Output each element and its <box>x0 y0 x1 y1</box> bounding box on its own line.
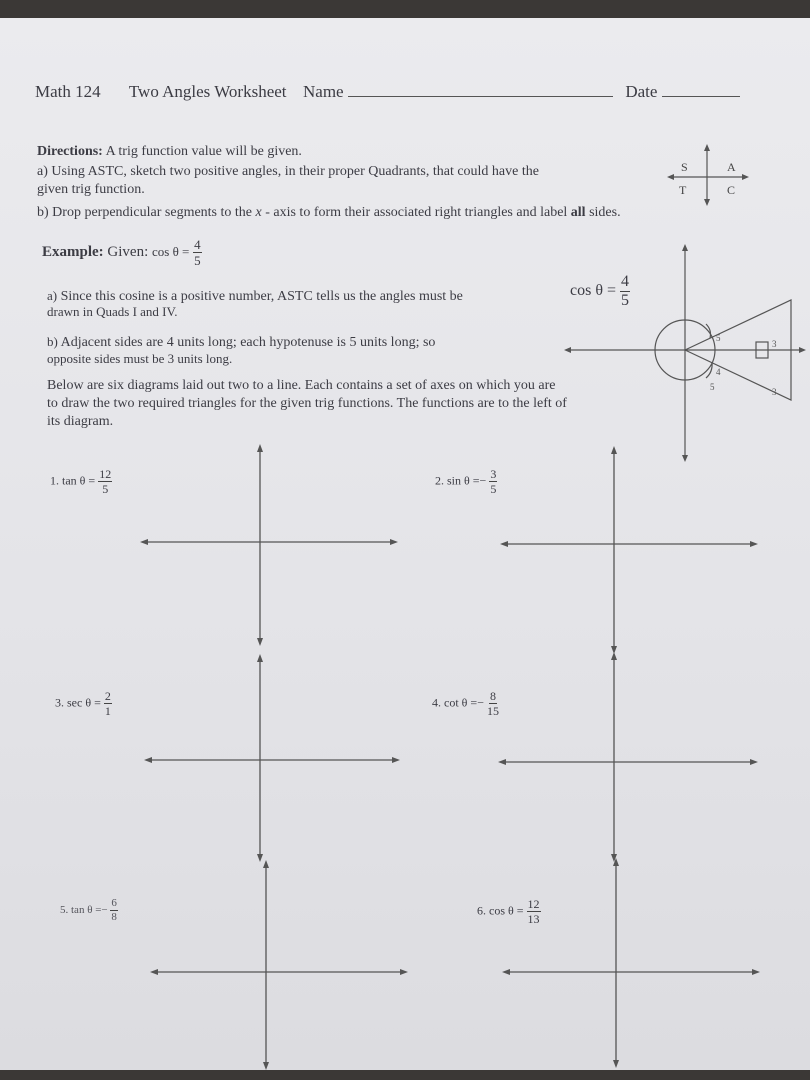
problem-5-fraction <box>110 898 118 923</box>
date-field[interactable] <box>662 82 740 97</box>
example-line <box>42 238 202 267</box>
astc-c: C <box>727 183 736 197</box>
step-b-bold: all <box>570 205 586 220</box>
example-b-text: Adjacent sides are 4 units long; each hypotenuse is 5 units long; so <box>60 335 436 350</box>
directions-step-a-line1 <box>37 164 539 180</box>
example-func: cos θ = <box>152 243 190 259</box>
example-tri-opp-bottom: 3 <box>772 387 777 397</box>
example-fraction <box>193 238 202 267</box>
name-label: Name <box>303 82 344 101</box>
example-num: 4 <box>194 237 201 252</box>
step-a-text: Using ASTC, sketch two positive angles, in their proper Quadrants, that could have the <box>51 164 539 179</box>
problem-3-axes[interactable] <box>142 652 402 864</box>
right-num: 4 <box>621 273 630 290</box>
problem-2-sign: − <box>479 473 487 488</box>
problem-1-fraction <box>98 468 112 495</box>
example-tri-hyp-top: 5 <box>716 333 721 343</box>
problem-5-sign: − <box>101 904 108 917</box>
problem-2-label <box>435 468 497 495</box>
astc-a: A <box>727 160 736 174</box>
step-b-post: sides. <box>589 205 621 220</box>
example-diagram <box>560 240 810 466</box>
problem-3-func: sec θ = <box>67 695 101 710</box>
problem-5-num: 6 <box>111 897 117 909</box>
problem-6-axes[interactable] <box>500 856 762 1070</box>
step-b-pre: Drop perpendicular segments to the <box>52 205 252 220</box>
worksheet-title: Two Angles Worksheet <box>128 82 287 101</box>
problem-5-axes[interactable] <box>148 858 410 1072</box>
problem-2-num: 3 <box>490 467 497 481</box>
problem-4-number: 4. <box>432 695 441 710</box>
problem-2-number: 2. <box>435 473 444 488</box>
problem-6-number: 6. <box>477 903 486 918</box>
example-a-line1 <box>47 288 463 305</box>
step-b-variable: x <box>255 205 262 220</box>
problem-3-num: 2 <box>104 689 111 703</box>
course-label: Math 124 <box>35 82 101 101</box>
problem-6-den: 13 <box>527 912 540 926</box>
astc-s: S <box>681 160 688 174</box>
example-tri-hyp-bottom: 5 <box>710 382 715 392</box>
example-a-prefix: a) <box>47 288 58 303</box>
problem-4-func: cot θ = <box>444 695 478 710</box>
example-den: 5 <box>194 253 201 268</box>
worksheet-page <box>0 18 810 1070</box>
problem-4-sign: − <box>477 695 484 710</box>
problem-3-den: 1 <box>104 704 111 718</box>
problem-4-num: 8 <box>489 689 496 703</box>
directions-label: Directions: <box>37 144 103 159</box>
below-line3: its diagram. <box>47 414 114 429</box>
problem-3-label <box>55 690 112 717</box>
problem-4-label <box>432 690 499 717</box>
problem-4-den: 15 <box>486 704 499 718</box>
problem-2-fraction <box>489 468 497 495</box>
example-tri-opp-top: 3 <box>772 339 777 349</box>
step-b-mid: - axis to form their associated right triangles and label <box>265 205 568 220</box>
below-line1: Below are six diagrams laid out two to a line. Each contains a set of axes on which you are <box>47 378 556 393</box>
problem-2-den: 5 <box>490 482 497 496</box>
problem-3-number: 3. <box>55 695 64 710</box>
example-b-prefix: b) <box>47 334 58 349</box>
problem-5-label <box>60 898 118 923</box>
name-field[interactable] <box>348 82 613 97</box>
date-label: Date <box>625 82 658 101</box>
example-b-line1 <box>47 334 435 351</box>
problem-2-func: sin θ = <box>447 473 480 488</box>
right-func: cos θ = <box>570 282 617 300</box>
example-tri-adj: 4 <box>716 367 721 377</box>
header <box>35 82 740 102</box>
astc-diagram <box>665 142 755 208</box>
problem-3-fraction <box>104 690 112 717</box>
problem-2-axes[interactable] <box>498 444 760 656</box>
example-label: Example: <box>42 243 104 260</box>
example-a-line2: drawn in Quads I and IV. <box>47 304 178 319</box>
problem-1-func: tan θ = <box>62 473 96 488</box>
directions-step-a-line2: given trig function. <box>37 182 145 197</box>
astc-t: T <box>679 183 687 197</box>
problem-5-func: tan θ = <box>71 904 102 917</box>
directions-intro-text: A trig function value will be given. <box>105 144 302 159</box>
problem-6-func: cos θ = <box>489 903 524 918</box>
right-den: 5 <box>621 292 630 309</box>
below-line2: to draw the two required triangles for the given trig functions. The functions are to the left of <box>47 396 567 411</box>
problem-1-num: 12 <box>99 467 112 481</box>
example-b-line2: opposite sides must be 3 units long. <box>47 351 233 366</box>
problem-1-label <box>50 468 112 495</box>
problem-5-den: 8 <box>111 911 117 923</box>
problem-1-number: 1. <box>50 473 59 488</box>
problem-1-axes[interactable] <box>138 442 400 648</box>
step-a-prefix: a) <box>37 164 48 179</box>
example-a-text: Since this cosine is a positive number, ASTC tells us the angles must be <box>60 289 463 304</box>
directions-step-b <box>37 205 621 221</box>
problem-1-den: 5 <box>102 482 109 496</box>
problem-5-number: 5. <box>60 904 69 917</box>
problem-4-axes[interactable] <box>496 650 760 864</box>
problem-6-num: 12 <box>527 897 540 911</box>
example-given: Given: <box>107 243 149 260</box>
step-b-prefix: b) <box>37 205 49 220</box>
directions-intro <box>37 144 302 160</box>
